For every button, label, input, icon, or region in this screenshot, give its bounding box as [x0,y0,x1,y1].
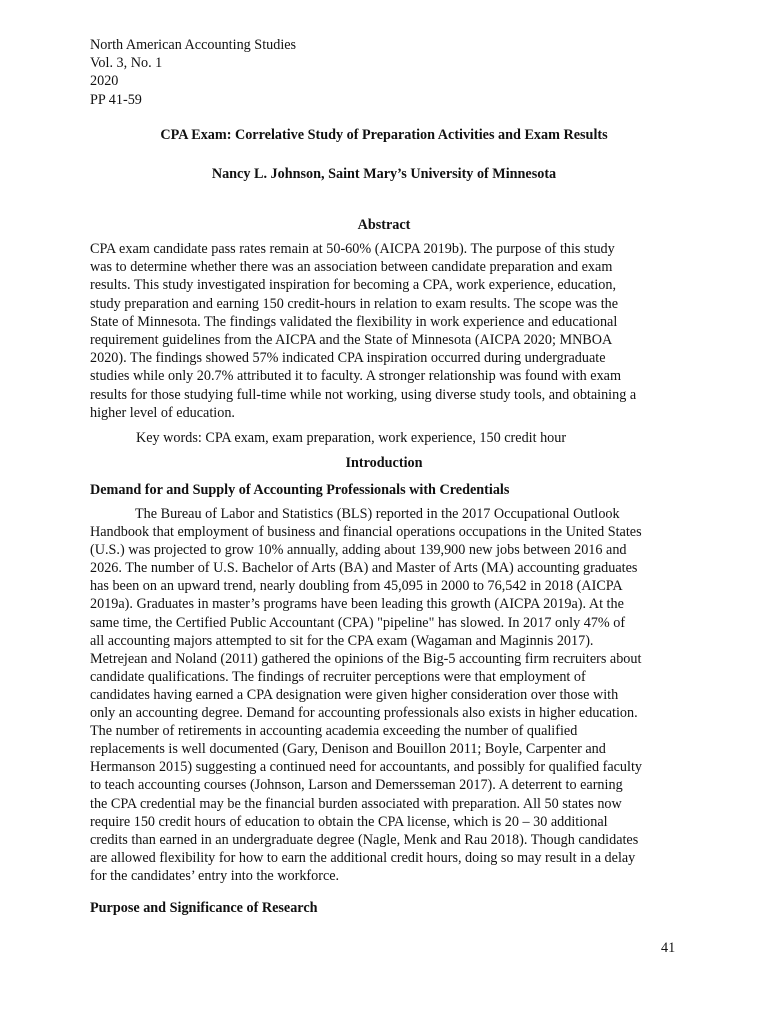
paragraph-line: all accounting majors attempted to sit for the CPA exam (Wagaman and Maginnis 2017). [90,632,594,649]
paragraph-line: (U.S.) was projected to grow 10% annually, adding about 139,900 new jobs between 2016 and [90,542,627,559]
paragraph-line: has been on an upward trend, nearly doubling from 45,095 in 2000 to 76,542 in 2018 (AICPA [90,578,623,595]
paragraph-line: candidate qualifications. The findings of recruiter perceptions were that employment of [90,668,586,685]
abstract-line: study preparation and earning 150 credit-hours in relation to exam results. The scope was the [90,295,619,312]
paper-title: CPA Exam: Correlative Study of Preparation Activities and Exam Results [160,127,608,143]
paragraph-line: only an accounting degree. Demand for accounting professionals also exists in higher education. [90,705,638,722]
journal-header [90,36,296,109]
abstract-line: higher level of education. [90,404,235,421]
author-line: Nancy L. Johnson, Saint Mary’s University of Minnesota [211,166,557,182]
abstract-line: results for those studying full-time while not working, using diverse study tools, and obtaining a [90,386,637,403]
paragraph-line: replacements is well documented (Gary, Denison and Bouillon 2011; Boyle, Carpenter and [90,741,606,758]
journal-year: 2020 [90,73,119,90]
paragraph-line: require 150 credit hours of education to obtain the CPA license, which is 20 – 30 additional [90,813,608,830]
paragraph-line: for the candidates’ entry into the workforce. [90,867,340,884]
section-subheading: Demand for and Supply of Accounting Professionals with Credentials [90,482,510,498]
journal-pages: PP 41-59 [90,91,142,108]
paragraph-line: candidates having earned a CPA designation were given higher consideration over those with [90,686,619,703]
paragraph-line: are allowed flexibility for how to earn the additional credit hours, doing so may result in a delay [90,849,636,866]
paragraph-line: 2026. The number of U.S. Bachelor of Arts (BA) and Master of Arts (MA) accounting graduates [90,560,638,577]
introduction-heading: Introduction [345,455,423,471]
abstract-line: studies while only 20.7% attributed it to faculty. A stronger relationship was found with exam [90,368,622,385]
paragraph-line: Hermanson 2015) suggesting a continued need for accountants, and possibly for qualified faculty [90,759,642,776]
paragraph-line: Metrejean and Noland (2011) gathered the opinions of the Big-5 accounting firm recruiters about [90,650,642,667]
paragraph-line: 2019a). Graduates in master’s programs have been leading this growth (AICPA 2019a). At the [90,596,624,613]
keywords: Key words: CPA exam, exam preparation, work experience, 150 credit hour [136,430,567,446]
journal-name: North American Accounting Studies [90,37,297,53]
page-number: 41 [661,940,676,956]
journal-volume: Vol. 3, No. 1 [90,55,163,72]
paragraph-line: The Bureau of Labor and Statistics (BLS) reported in the 2017 Occupational Outlook [135,506,620,522]
paragraph-line: the CPA credential may be the financial burden associated with preparation. All 50 states now [90,795,622,812]
introduction-body [90,505,680,885]
abstract-line: requirement guidelines from the AICPA and the State of Minnesota (AICPA 2020; MNBOA [90,332,613,349]
abstract-line: State of Minnesota. The findings validated the flexibility in work experience and educational [90,313,618,330]
paragraph-line: The number of retirements in accounting academia exceeding the number of qualified [90,723,578,740]
abstract-line: results. This study investigated inspiration for becoming a CPA, work experience, education, [90,277,617,294]
paragraph-line: same time, the Certified Public Accountant (CPA) "pipeline" has slowed. In 2017 only 47% of [90,614,626,631]
paragraph-line: credits than earned in an undergraduate degree (Nagle, Menk and Rau 2018). Though candidates [90,831,639,848]
abstract-heading: Abstract [357,217,411,233]
paragraph-line: Handbook that employment of business and financial operations occupations in the United States [90,524,642,541]
abstract-line: was to determine whether there was an association between candidate preparation and exam [90,259,613,276]
paragraph-line: to teach accounting courses (Johnson, Larson and Demersseman 2017). A deterrent to earning [90,777,623,794]
abstract-line: 2020). The findings showed 57% indicated CPA inspiration occurred during undergraduate [90,350,606,367]
abstract-body [90,240,680,422]
section-subheading-purpose: Purpose and Significance of Research [90,900,318,916]
abstract-line: CPA exam candidate pass rates remain at 50-60% (AICPA 2019b). The purpose of this study [90,241,615,257]
